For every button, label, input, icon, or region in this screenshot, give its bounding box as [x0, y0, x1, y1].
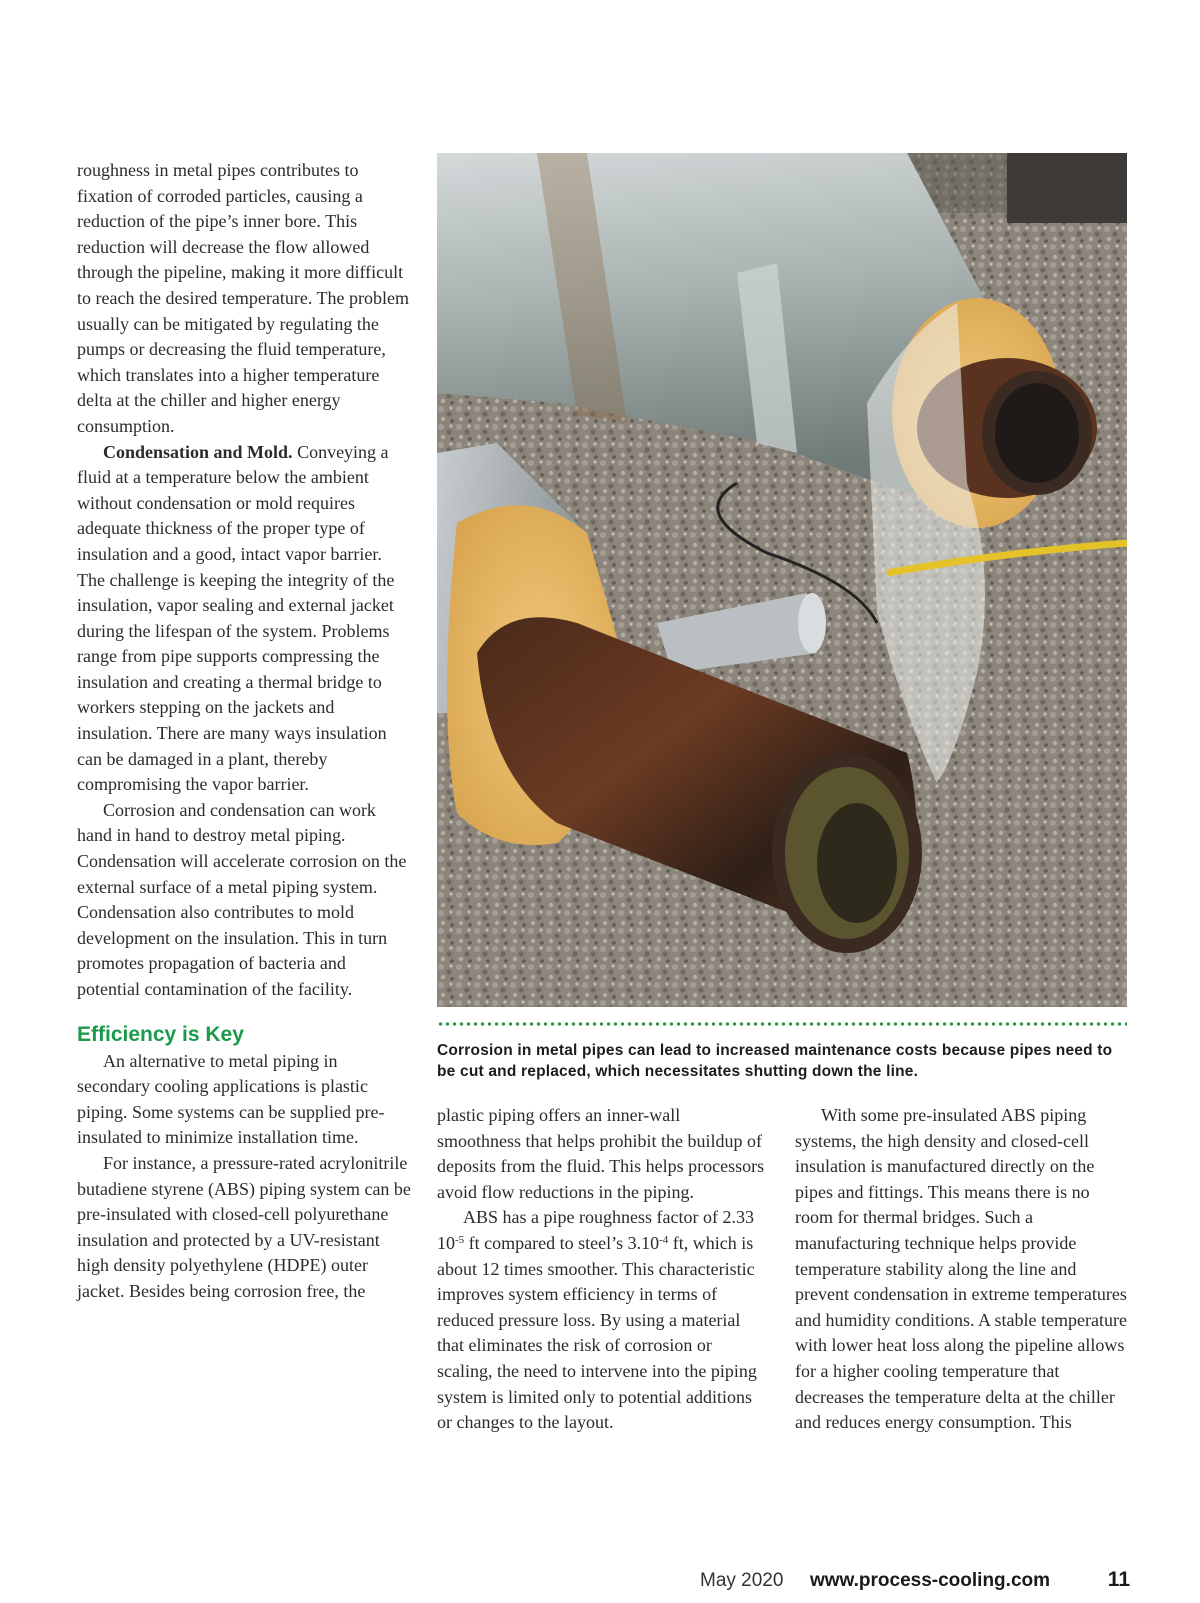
middle-column [437, 1103, 767, 1436]
photo-caption: Corrosion in metal pipes can lead to increased maintenance costs because pipes need to be cut and replaced, which necessitates shutting down the line. [437, 1042, 1113, 1080]
roughness-text-b: ft compared to steel’s 3.10 [464, 1232, 660, 1253]
left-paragraph-2-text: Conveying a fluid at a temperature below the ambient without condensation or mold requires adequate thickness of the proper type of insulation and a good, intact vapor barrier. The challenge is keeping the integrity of the insulation, vapor sealing and external jacket during the lifespan of the system. Problems range from pipe supports compressing the insulation and creating a thermal bridge to workers stepping on the jackets and insulation. There are many ways insulation can be damaged in a plant, thereby compromising the vapor barrier. [77, 441, 395, 795]
dotted-rule [437, 1021, 1127, 1027]
left-paragraph-2 [77, 440, 413, 798]
roughness-text-a: ABS has a pipe roughness factor of 2.33 10 [437, 1207, 754, 1253]
corroded-pipes-photo [437, 153, 1127, 1007]
middle-paragraph-1: plastic piping offers an inner-wall smoothness that helps prohibit the buildup of deposits from the fluid. This helps processors avoid flow reductions in the piping. [437, 1105, 765, 1202]
page-footer [600, 1570, 1130, 1600]
left-paragraph-5: For instance, a pressure-rated acrylonitrile butadiene styrene (ABS) piping system can be pre-insulated with closed-cell polyurethane insulation and protected by a UV-resistant high density polyethylene (HDPE) outer jacket. Besides being corrosion free, the [77, 1152, 411, 1301]
issue-date: May 2020 [700, 1570, 784, 1591]
left-paragraph-1: roughness in metal pipes contributes to fixation of corroded particles, causing a reduction of the pipe’s inner bore. This reduction will decrease the flow allowed through the pipeline, making it more difficult to reach the desired temperature. The problem usually can be mitigated by regulating the pumps or decreasing the fluid temperature, which translates into a higher temperature delta at the chiller and higher energy consumption. [77, 160, 410, 436]
right-paragraph-1: With some pre-insulated ABS piping systems, the high density and closed-cell insulation is manufactured directly on the pipes and fittings. This means there is no room for thermal bridges. Such a manufacturing technique helps provide temperature stability along the line and prevent condensation in extreme temperatures and humidity conditions. A stable temperature with lower heat loss along the pipeline allows for a higher cooling temperature that decreases the temperature delta at the chiller and reduces energy consumption. This [795, 1105, 1127, 1433]
section-subhead: Efficiency is Key [77, 1022, 244, 1046]
left-paragraph-4: An alternative to metal piping in secondary cooling applications is plastic piping. Some systems can be supplied pre-insulated to minimize installation time. [77, 1050, 385, 1148]
page-number: 11 [1107, 1568, 1130, 1591]
website-link[interactable]: www.process-cooling.com [810, 1570, 1051, 1591]
exponent-abs: -5 [455, 1233, 465, 1246]
middle-paragraph-2 [437, 1205, 767, 1435]
left-paragraph-3: Corrosion and condensation can work hand in hand to destroy metal piping. Condensation will accelerate corrosion on the external surface of a metal piping system. Condensation also contributes to mold development on the insulation. This in turn promotes propagation of bacteria and potential contamination of the facility. [77, 799, 407, 999]
roughness-text-c: ft, which is about 12 times smoother. This characteristic improves system efficiency in terms of reduced pressure loss. By using a material that eliminates the risk of corrosion or scaling, the need to intervene into the piping system is limited only to potential additions or changes to the layout. [437, 1232, 757, 1433]
exponent-steel: -4 [659, 1233, 669, 1246]
left-column [77, 158, 413, 1305]
runin-heading-condensation: Condensation and Mold. [103, 441, 293, 462]
right-column [795, 1103, 1130, 1436]
